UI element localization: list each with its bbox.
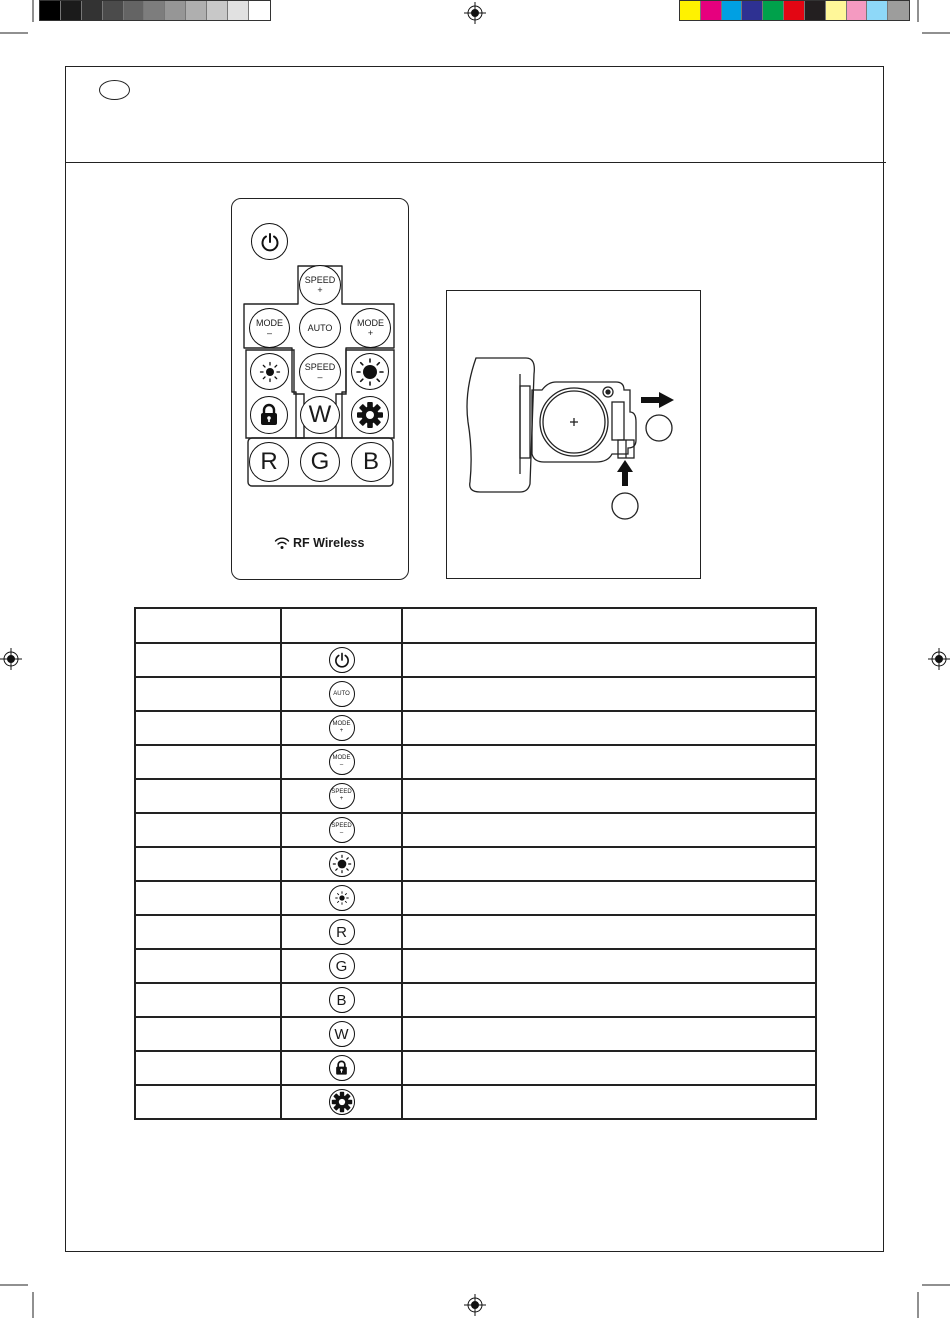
function-name-cell [135, 847, 281, 881]
button-icon-cell [281, 847, 402, 881]
icon-label-bottom: – [339, 830, 344, 836]
button-icon-cell [281, 915, 402, 949]
power-icon [259, 231, 281, 253]
description-cell [402, 643, 816, 677]
speed-plus-sign: + [317, 285, 323, 295]
remote-power-button[interactable] [251, 223, 288, 260]
button-icon-cell [281, 813, 402, 847]
remote-b-button[interactable] [351, 442, 391, 482]
registration-target-top [464, 2, 486, 24]
wifi-icon [274, 536, 290, 550]
function-name-cell [135, 1017, 281, 1051]
button-icon-cell [281, 677, 402, 711]
rf-wireless-brand [274, 536, 364, 550]
battery-replacement-diagram [446, 290, 701, 579]
icon-label: R [336, 923, 347, 941]
table-row [135, 677, 816, 711]
table-row [135, 915, 816, 949]
button-icon-cell [281, 711, 402, 745]
remote-r-button[interactable] [249, 442, 289, 482]
mode-minus-icon [329, 749, 355, 775]
brightness-down-icon [329, 885, 355, 911]
description-cell [402, 677, 816, 711]
mode-plus-icon [329, 715, 355, 741]
icon-label-top: MODE [332, 721, 351, 727]
remote-settings-button[interactable] [351, 396, 389, 434]
function-name-cell [135, 949, 281, 983]
function-name-cell [135, 983, 281, 1017]
function-name-cell [135, 915, 281, 949]
table-row [135, 745, 816, 779]
icon-label: AUTO [333, 690, 350, 697]
button-icon-cell [281, 1085, 402, 1119]
power-icon [329, 647, 355, 673]
icon-label-top: SPEED [331, 823, 352, 829]
icon-label: W [334, 1025, 349, 1043]
table-row [135, 1017, 816, 1051]
g-icon [329, 953, 355, 979]
icon-label-bottom: + [339, 796, 344, 802]
icon-label-top: SPEED [331, 789, 352, 795]
mode-plus-label: MODE [357, 318, 384, 328]
table-row [135, 983, 816, 1017]
description-cell [402, 1051, 816, 1085]
mode-minus-sign: – [266, 328, 272, 338]
button-icon-cell [281, 1017, 402, 1051]
description-cell [402, 915, 816, 949]
description-cell [402, 745, 816, 779]
brightness-up-icon [355, 357, 385, 387]
header-description [402, 608, 816, 643]
remote-lock-button[interactable] [250, 396, 288, 434]
w-icon [329, 1021, 355, 1047]
language-badge [99, 80, 130, 100]
brightness-up-icon [329, 851, 355, 877]
icon-label: B [336, 991, 347, 1009]
table-header-row [135, 608, 816, 643]
table-row [135, 711, 816, 745]
mode-plus-sign: + [367, 328, 374, 338]
table-row [135, 847, 816, 881]
function-name-cell [135, 813, 281, 847]
table-row [135, 643, 816, 677]
gear-icon [329, 1089, 355, 1115]
table-row [135, 813, 816, 847]
icon-label-bottom: – [339, 762, 344, 768]
button-icon-cell [281, 881, 402, 915]
function-name-cell [135, 745, 281, 779]
mode-minus-label: MODE [256, 318, 283, 328]
button-icon-cell [281, 983, 402, 1017]
description-cell [402, 1085, 816, 1119]
description-cell [402, 813, 816, 847]
description-cell [402, 711, 816, 745]
button-icon-cell [281, 643, 402, 677]
description-cell [402, 779, 816, 813]
table-row [135, 779, 816, 813]
remote-brightness-down-button[interactable] [250, 353, 289, 390]
header-button [281, 608, 402, 643]
registration-target-left [0, 648, 22, 670]
table-row [135, 1085, 816, 1119]
b-label: B [362, 448, 379, 475]
remote-speed-plus-button[interactable] [299, 265, 341, 305]
w-label: W [308, 401, 332, 428]
lock-icon [258, 403, 280, 427]
header-divider [65, 162, 886, 163]
remote-mode-plus-button[interactable] [350, 308, 391, 348]
function-name-cell [135, 711, 281, 745]
icon-label: G [335, 957, 348, 975]
remote-auto-button[interactable] [299, 308, 341, 348]
table-row [135, 881, 816, 915]
brightness-down-icon [258, 360, 282, 384]
registration-target-bottom [464, 1294, 486, 1316]
button-icon-cell [281, 745, 402, 779]
remote-speed-minus-button[interactable] [299, 353, 341, 391]
button-icon-cell [281, 949, 402, 983]
function-name-cell [135, 881, 281, 915]
r-label: R [260, 448, 278, 475]
function-name-cell [135, 1051, 281, 1085]
header-function [135, 608, 281, 643]
function-name-cell [135, 643, 281, 677]
speed-minus-icon [329, 817, 355, 843]
rf-wireless-label: RF Wireless [293, 536, 365, 550]
r-icon [329, 919, 355, 945]
remote-g-button[interactable] [300, 442, 340, 482]
gear-icon [356, 401, 384, 429]
table-row [135, 949, 816, 983]
description-cell [402, 949, 816, 983]
icon-label-top: MODE [332, 755, 351, 761]
auto-icon [329, 681, 355, 707]
speed-minus-label: SPEED [304, 362, 336, 372]
speed-minus-sign: – [317, 372, 323, 382]
button-icon-cell [281, 779, 402, 813]
auto-label: AUTO [307, 323, 333, 333]
function-table [134, 607, 817, 1120]
icon-label-bottom: + [339, 728, 344, 734]
table-row [135, 1051, 816, 1085]
speed-plus-icon [329, 783, 355, 809]
description-cell [402, 1017, 816, 1051]
function-name-cell [135, 779, 281, 813]
speed-plus-label: SPEED [304, 275, 336, 285]
description-cell [402, 881, 816, 915]
function-name-cell [135, 677, 281, 711]
function-name-cell [135, 1085, 281, 1119]
lock-icon [329, 1055, 355, 1081]
description-cell [402, 983, 816, 1017]
remote-mode-minus-button[interactable] [249, 308, 290, 348]
registration-target-right [928, 648, 950, 670]
description-cell [402, 847, 816, 881]
remote-w-button[interactable] [300, 396, 340, 434]
g-label: G [310, 448, 330, 475]
b-icon [329, 987, 355, 1013]
remote-brightness-up-button[interactable] [351, 353, 389, 390]
button-icon-cell [281, 1051, 402, 1085]
